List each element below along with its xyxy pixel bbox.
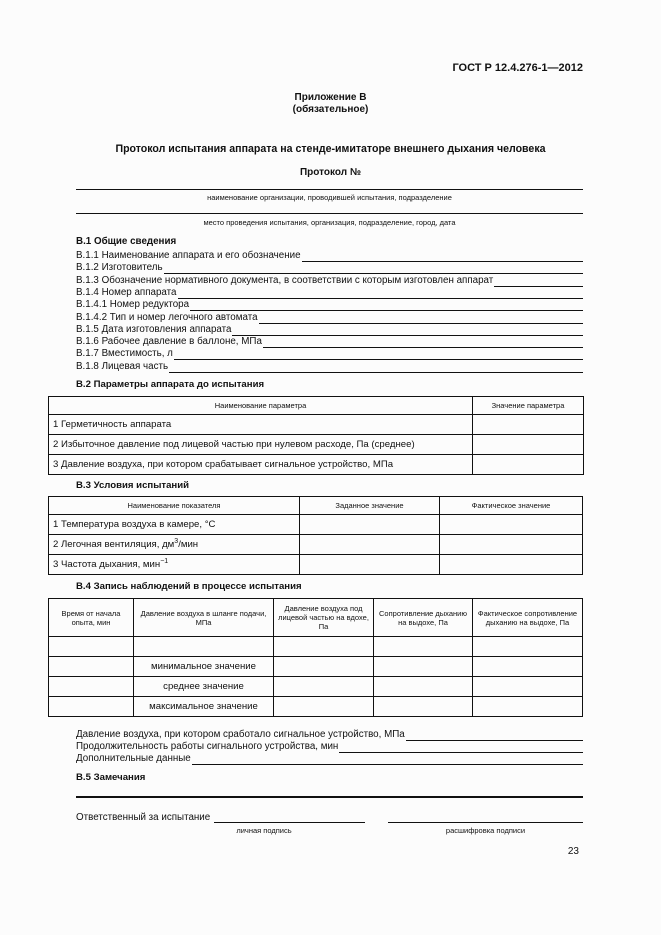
b3-row-text: 3 Частота дыхания, мин [53, 559, 161, 571]
b1-field-label: В.1.4 Номер аппарата [76, 286, 177, 298]
b1-field-row [76, 324, 583, 336]
b4-time-cell[interactable] [49, 677, 134, 697]
org-caption: наименование организации, проводившей испытания, подразделение [207, 193, 452, 202]
b4-value-cell[interactable] [374, 677, 473, 697]
b1-field-label: В.1.8 Лицевая часть [76, 360, 169, 372]
signal-pressure-label: Давление воздуха, при котором сработало сигнальное устройство, МПа [76, 729, 405, 740]
org-line[interactable] [76, 189, 583, 190]
b2-row-label: 2 Избыточное давление под лицевой частью при нулевом расходе, Па (среднее) [49, 435, 473, 455]
b3-actual-cell[interactable] [440, 555, 583, 575]
b3-header-set: Заданное значение [300, 497, 440, 515]
b4-value-cell[interactable] [473, 677, 583, 697]
b4-time-cell[interactable] [49, 697, 134, 717]
b4-header-actual-resistance: Фактическое сопротивление дыханию на выдохе, Па [473, 599, 583, 637]
b1-field-line[interactable] [263, 337, 583, 348]
b3-row-label [49, 555, 300, 575]
b4-header-inhale-pressure: Давление воздуха под лицевой частью на вдохе, Па [274, 599, 374, 637]
b4-header-time: Время от начала опыта, мин [49, 599, 134, 637]
signature-decoding-line[interactable] [388, 822, 583, 823]
b1-field-row [76, 312, 583, 324]
document-number: ГОСТ Р 12.4.276-1—2012 [452, 62, 583, 74]
remarks-line[interactable] [76, 796, 583, 798]
b3-header-indicator: Наименование показателя [49, 497, 300, 515]
b1-field-line[interactable] [169, 362, 583, 373]
b3-row-label [49, 535, 300, 555]
b3-row-label [49, 515, 300, 535]
b1-field-label: В.1.2 Изготовитель [76, 262, 163, 274]
b1-field-line[interactable] [178, 288, 584, 299]
b1-field-line[interactable] [494, 276, 583, 287]
b3-actual-cell[interactable] [440, 515, 583, 535]
b2-parameters-table [48, 396, 584, 475]
b4-observations-table [48, 598, 583, 717]
b4-header-exhale-resistance: Сопротивление дыханию на выдохе, Па [374, 599, 473, 637]
b3-header-actual: Фактическое значение [440, 497, 583, 515]
b3-row-text: 2 Легочная вентиляция, дм [53, 539, 175, 551]
b4-value-cell[interactable] [473, 637, 583, 657]
signal-pressure-field [76, 729, 583, 741]
signature-line[interactable] [214, 822, 365, 823]
b1-field-line[interactable] [232, 325, 583, 336]
b1-field-line[interactable] [259, 313, 583, 324]
b4-value-cell[interactable] [473, 657, 583, 677]
b3-row-sup: −1 [160, 558, 169, 566]
b2-row-label: 1 Герметичность аппарата [49, 415, 473, 435]
b4-row-label: среднее значение [134, 677, 274, 697]
b1-field-row [76, 336, 583, 348]
b4-time-cell[interactable] [49, 657, 134, 677]
b2-header-parameter: Наименование параметра [49, 397, 473, 415]
b3-set-cell[interactable] [300, 535, 440, 555]
b4-row-label: минимальное значение [134, 657, 274, 677]
b4-value-cell[interactable] [374, 697, 473, 717]
b1-field-line[interactable] [190, 300, 583, 311]
signal-pressure-line[interactable] [406, 730, 583, 741]
protocol-number-label: Протокол № [299, 167, 362, 178]
section-b5-title: В.5 Замечания [76, 772, 146, 783]
b4-value-cell[interactable] [374, 637, 473, 657]
b1-field-label: В.1.3 Обозначение нормативного документа, в соответствии с которым изготовлен аппарат [76, 274, 494, 286]
signal-duration-line[interactable] [339, 742, 583, 753]
b4-header-supply-pressure: Давление воздуха в шланге подачи, МПа [134, 599, 274, 637]
b1-field-row [76, 299, 583, 311]
b4-value-cell[interactable] [274, 637, 374, 657]
additional-data-field [76, 753, 583, 765]
b3-conditions-table [48, 496, 583, 575]
b1-field-row [76, 275, 583, 287]
b3-row-suffix: /мин [178, 539, 199, 551]
place-caption: место проведения испытания, организация, подразделение, город, дата [203, 218, 456, 227]
b1-field-label: В.1.4.2 Тип и номер легочного автомата [76, 311, 258, 323]
page-number: 23 [567, 846, 579, 857]
b3-row-sup: 3 [174, 538, 179, 546]
b4-row-label: максимальное значение [134, 697, 274, 717]
b1-field-line[interactable] [174, 349, 583, 360]
signal-duration-label: Продолжительность работы сигнального устройства, мин [76, 741, 339, 752]
b2-row-label: 3 Давление воздуха, при котором срабатывает сигнальное устройство, МПа [49, 455, 473, 475]
b3-actual-cell[interactable] [440, 535, 583, 555]
b2-header-value: Значение параметра [473, 397, 584, 415]
b4-value-cell[interactable] [274, 697, 374, 717]
additional-data-line[interactable] [192, 754, 583, 765]
section-b3-title: В.3 Условия испытаний [76, 480, 190, 491]
b2-value-cell[interactable] [473, 435, 584, 455]
b4-time-cell[interactable] [49, 637, 134, 657]
b1-field-row [76, 361, 583, 373]
b2-value-cell[interactable] [473, 455, 584, 475]
b1-field-label: В.1.4.1 Номер редуктора [76, 299, 190, 311]
b4-value-cell[interactable] [274, 677, 374, 697]
signature-caption: личная подпись [236, 826, 292, 835]
b4-value-cell[interactable] [473, 697, 583, 717]
b1-field-label: В.1.7 Вместимость, л [76, 348, 173, 360]
responsible-label: Ответственный за испытание [76, 812, 211, 823]
b1-field-row [76, 250, 583, 262]
b1-field-row [76, 287, 583, 299]
additional-data-label: Дополнительные данные [76, 753, 191, 764]
appendix-status: (обязательное) [292, 104, 369, 115]
decoding-caption: расшифровка подписи [445, 826, 526, 835]
b4-value-cell[interactable] [274, 657, 374, 677]
b1-field-row [76, 348, 583, 360]
b1-field-line[interactable] [164, 263, 583, 274]
appendix-title: Приложение В [294, 92, 367, 103]
protocol-title: Протокол испытания аппарата на стенде-имитаторе внешнего дыхания человека [115, 143, 546, 155]
b1-field-label: В.1.6 Рабочее давление в баллоне, МПа [76, 336, 262, 348]
b1-field-label: В.1.5 Дата изготовления аппарата [76, 323, 232, 335]
b4-value-cell[interactable] [374, 657, 473, 677]
section-b2-title: В.2 Параметры аппарата до испытания [76, 379, 265, 390]
b1-field-line[interactable] [302, 251, 583, 262]
signal-duration-field [76, 741, 583, 753]
b3-row-text: 1 Температура воздуха в камере, °С [53, 519, 216, 530]
section-b1-title: В.1 Общие сведения [76, 236, 177, 247]
b2-value-cell[interactable] [473, 415, 584, 435]
section-b4-title: В.4 Запись наблюдений в процессе испытания [76, 581, 302, 592]
b1-field-row [76, 262, 583, 274]
b3-set-cell[interactable] [300, 515, 440, 535]
b3-set-cell[interactable] [300, 555, 440, 575]
b1-field-label: В.1.1 Наименование аппарата и его обозначение [76, 250, 301, 261]
b4-row-label [134, 637, 274, 657]
place-line[interactable] [76, 213, 583, 214]
